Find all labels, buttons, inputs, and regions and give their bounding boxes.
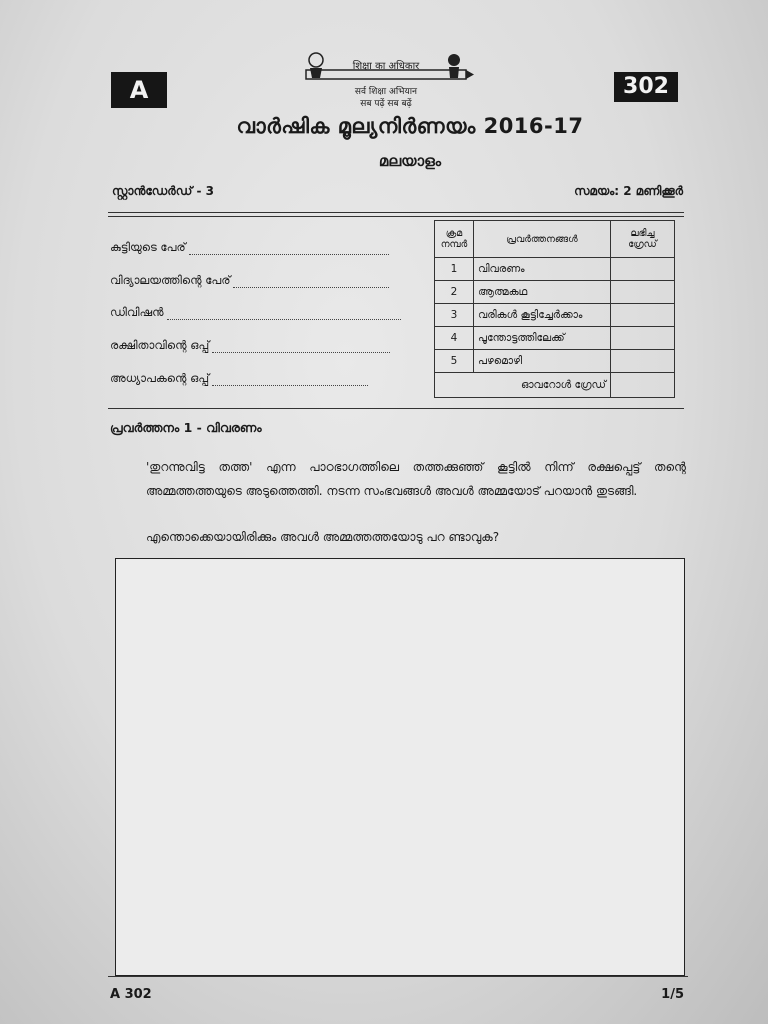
row-grade-cell[interactable] (611, 350, 675, 373)
student-name-label: കുട്ടിയുടെ പേര് (110, 240, 186, 254)
row-grade-cell[interactable] (611, 258, 675, 281)
grade-row (435, 281, 675, 304)
logo-line2: सर्व शिक्षा अभियान (354, 87, 418, 97)
row-activity: വിവരണം (474, 258, 611, 281)
header-divider-bottom (108, 216, 684, 217)
col-activity-header: പ്രവർത്തനങ്ങൾ (474, 221, 611, 258)
subject-title: മലയാളം (378, 152, 442, 170)
row-num: 3 (435, 304, 474, 327)
row-grade-cell[interactable] (611, 281, 675, 304)
teacher-signature-field[interactable] (110, 371, 368, 386)
teacher-signature-label: അധ്യാപകന്റെ ഒപ്പ് (110, 371, 210, 385)
row-num: 4 (435, 327, 474, 350)
parent-signature-line[interactable] (212, 340, 390, 353)
student-name-field[interactable] (110, 240, 389, 255)
division-field[interactable] (110, 305, 401, 320)
grade-row (435, 258, 675, 281)
overall-grade-row (435, 373, 675, 398)
school-name-field[interactable] (110, 273, 389, 288)
division-label: ഡിവിഷൻ (110, 305, 164, 319)
activity-question: എന്തൊക്കെയായിരിക്കും അവൾ അമ്മത്തത്തയോടു പറ ണ്ടാവുക? (146, 530, 500, 544)
grade-row (435, 327, 675, 350)
paper-code-badge: 302 (614, 72, 678, 102)
row-num: 5 (435, 350, 474, 373)
row-num: 2 (435, 281, 474, 304)
answer-box[interactable] (115, 558, 685, 976)
grade-table (434, 220, 675, 398)
grade-row (435, 350, 675, 373)
row-activity: പൂന്തോട്ടത്തിലേക്ക് (474, 327, 611, 350)
activity-title: പ്രവർത്തനം 1 - വിവരണം (110, 420, 262, 435)
logo-top-text: शिक्षा का अधिकार (352, 61, 420, 72)
col-num-header: ക്രമ നമ്പർ (435, 221, 474, 258)
logo-line3: सब पढ़ें सब बढ़ें (360, 99, 412, 109)
footer-page-number: 1/5 (661, 987, 684, 1002)
grade-table-header (435, 221, 675, 258)
col-grade-header: ലഭിച്ച ഗ്രേഡ് (611, 221, 675, 258)
row-activity: വരികൾ കൂട്ടിച്ചേർക്കാം (474, 304, 611, 327)
set-label-badge: A (111, 72, 167, 108)
activity-prompt: 'തുറന്നുവിട്ട തത്ത' എന്ന പാഠഭാഗത്തിലെ തത്തക്കുഞ്ഞ് കൂട്ടിൽ നിന്ന് രക്ഷപ്പെട്ട് തന്റെ അമ്മത്തത്തയുടെ അടുത്തെത്തി. നടന്ന സംഭവങ്ങൾ അവൾ അമ്മയോട് പറയാൻ തുടങ്ങി. (146, 460, 686, 498)
overall-grade-label: ഓവറോൾ ഗ്രേഡ് (435, 373, 611, 398)
time-label: സമയം: 2 മണിക്കൂർ (574, 184, 683, 198)
school-name-label: വിദ്യാലയത്തിന്റെ പേര് (110, 273, 231, 287)
teacher-signature-line[interactable] (212, 373, 368, 386)
student-name-line[interactable] (189, 242, 389, 255)
parent-signature-label: രക്ഷിതാവിന്റെ ഒപ്പ് (110, 338, 210, 352)
row-num: 1 (435, 258, 474, 281)
exam-title: വാർഷിക മൂല്യനിർണയം 2016-17 (236, 114, 584, 138)
row-activity: പഴമൊഴി (474, 350, 611, 373)
school-name-line[interactable] (233, 275, 389, 288)
footer-paper-code: A 302 (110, 987, 152, 1002)
overall-grade-cell[interactable] (611, 373, 675, 398)
section-divider (108, 408, 684, 409)
ssa-logo (296, 48, 476, 112)
footer-divider (108, 976, 688, 977)
row-grade-cell[interactable] (611, 304, 675, 327)
division-line[interactable] (167, 307, 401, 320)
standard-label: സ്റ്റാൻഡേർഡ് - 3 (112, 184, 214, 198)
header-divider-top (108, 212, 684, 213)
row-grade-cell[interactable] (611, 327, 675, 350)
grade-row (435, 304, 675, 327)
row-activity: ആത്മകഥ (474, 281, 611, 304)
parent-signature-field[interactable] (110, 338, 390, 353)
